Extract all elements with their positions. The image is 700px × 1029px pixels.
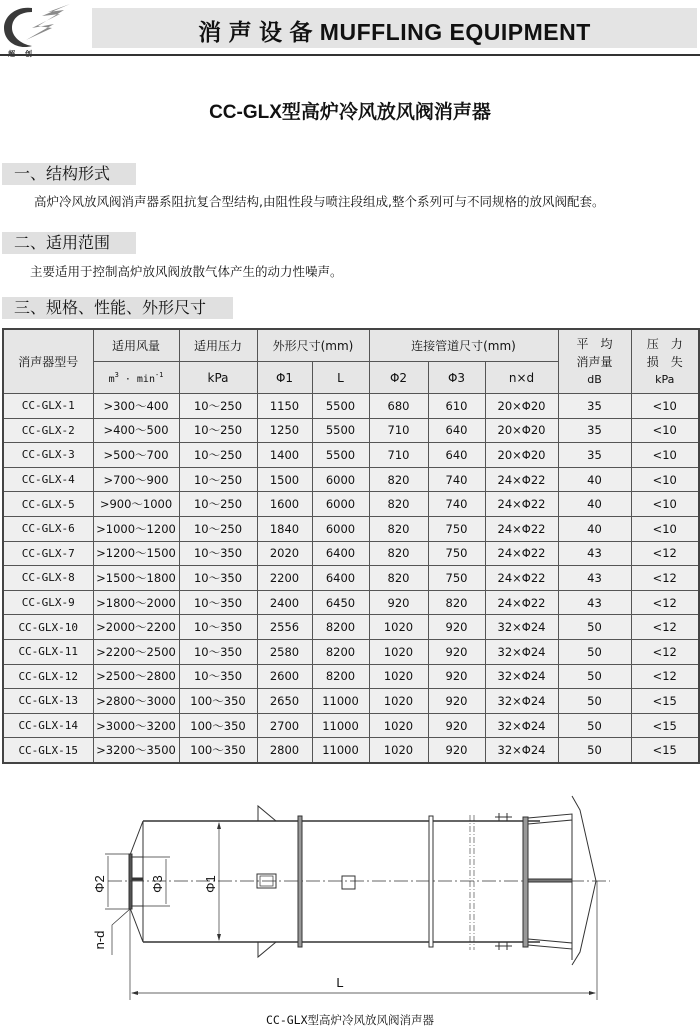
support-bottom-left xyxy=(258,942,276,957)
cell-phi3: 920 xyxy=(428,689,485,714)
cell-pressure: 10～350 xyxy=(179,639,257,664)
cell-L: 11000 xyxy=(312,689,369,714)
cell-phi2: 820 xyxy=(369,492,428,517)
cell-phi1: 2650 xyxy=(257,689,312,714)
cell-nxd: 24×Φ22 xyxy=(485,566,558,591)
cell-phi2: 680 xyxy=(369,394,428,419)
cell-loss: <12 xyxy=(631,639,699,664)
header-phi2: Φ2 xyxy=(369,362,428,394)
header-flow: 适用风量 xyxy=(93,329,179,362)
section-heading-specs: 三、规格、性能、外形尺寸 xyxy=(2,297,233,319)
section-body-scope: 主要适用于控制高炉放风阀放散气体产生的动力性噪声。 xyxy=(30,264,343,279)
label-phi1: Φ1 xyxy=(203,875,218,893)
cell-flow: >400～500 xyxy=(93,418,179,443)
cell-loss: <10 xyxy=(631,467,699,492)
cell-noise: 50 xyxy=(558,738,631,763)
cell-model: CC-GLX-12 xyxy=(3,664,93,689)
header-noise-unit: dB xyxy=(587,372,602,386)
cell-L: 5500 xyxy=(312,443,369,468)
cell-phi1: 1600 xyxy=(257,492,312,517)
cell-flow: >2800～3000 xyxy=(93,689,179,714)
cell-L: 6000 xyxy=(312,516,369,541)
cell-pressure: 10～350 xyxy=(179,541,257,566)
cell-phi3: 920 xyxy=(428,615,485,640)
flange-ring-1 xyxy=(298,816,302,947)
outlet-center-rib xyxy=(528,879,572,882)
cell-phi3: 640 xyxy=(428,418,485,443)
cell-loss: <10 xyxy=(631,492,699,517)
header-divider xyxy=(0,54,700,56)
cell-noise: 43 xyxy=(558,590,631,615)
cell-L: 6000 xyxy=(312,467,369,492)
cell-noise: 43 xyxy=(558,541,631,566)
cell-pressure: 10～350 xyxy=(179,566,257,591)
cell-phi3: 610 xyxy=(428,394,485,419)
cell-phi2: 920 xyxy=(369,590,428,615)
header-pressure: 适用压力 xyxy=(179,329,257,362)
spec-table-body xyxy=(3,394,699,763)
cell-L: 11000 xyxy=(312,713,369,738)
support-top-left xyxy=(258,806,276,821)
cell-noise: 50 xyxy=(558,689,631,714)
inlet-cone-top xyxy=(130,821,143,855)
table-row xyxy=(3,467,699,492)
cell-phi3: 640 xyxy=(428,443,485,468)
cell-flow: >1200～1500 xyxy=(93,541,179,566)
cell-phi1: 2020 xyxy=(257,541,312,566)
cell-nxd: 32×Φ24 xyxy=(485,664,558,689)
cell-phi3: 750 xyxy=(428,566,485,591)
table-row xyxy=(3,541,699,566)
section-body-structure: 高炉冷风放风阀消声器系阻抗复合型结构,由阻性段与喷注段组成,整个系列可与不同规格的放风阀配套。 xyxy=(34,194,605,209)
cell-flow: >2200～2500 xyxy=(93,639,179,664)
cell-phi1: 1400 xyxy=(257,443,312,468)
cell-pressure: 10～250 xyxy=(179,443,257,468)
cell-noise: 35 xyxy=(558,443,631,468)
cell-model: CC-GLX-3 xyxy=(3,443,93,468)
cell-model: CC-GLX-10 xyxy=(3,615,93,640)
header-phi3: Φ3 xyxy=(428,362,485,394)
lug-bottom xyxy=(493,942,514,950)
cell-phi1: 2200 xyxy=(257,566,312,591)
cell-phi3: 920 xyxy=(428,738,485,763)
cell-phi2: 1020 xyxy=(369,689,428,714)
cell-nxd: 24×Φ22 xyxy=(485,516,558,541)
label-L: L xyxy=(336,975,344,990)
cell-loss: <10 xyxy=(631,516,699,541)
outlet-bottom-vane xyxy=(528,939,572,949)
cell-flow: >300～400 xyxy=(93,394,179,419)
cell-flow: >1800～2000 xyxy=(93,590,179,615)
cell-model: CC-GLX-1 xyxy=(3,394,93,419)
drawing-caption: CC-GLX型高炉冷风放风阀消声器 xyxy=(265,1013,435,1027)
table-row xyxy=(3,492,699,517)
header-loss-line2: 损 失 xyxy=(646,354,683,369)
cell-nxd: 20×Φ20 xyxy=(485,394,558,419)
cell-pressure: 10～250 xyxy=(179,394,257,419)
cell-phi2: 1020 xyxy=(369,713,428,738)
cell-phi1: 2600 xyxy=(257,664,312,689)
section-heading-structure: 一、结构形式 xyxy=(2,163,136,185)
cell-noise: 40 xyxy=(558,516,631,541)
cell-L: 5500 xyxy=(312,418,369,443)
cell-flow: >2500～2800 xyxy=(93,664,179,689)
inlet-cone-bottom xyxy=(130,908,143,942)
cell-nxd: 24×Φ22 xyxy=(485,492,558,517)
flow-unit-sup1: 3 xyxy=(114,370,119,379)
cell-phi3: 740 xyxy=(428,467,485,492)
header-pressure-unit: kPa xyxy=(179,362,257,394)
cell-phi2: 1020 xyxy=(369,639,428,664)
cell-L: 8200 xyxy=(312,639,369,664)
cell-phi2: 710 xyxy=(369,443,428,468)
cell-L: 8200 xyxy=(312,664,369,689)
cell-pressure: 10～250 xyxy=(179,467,257,492)
cell-L: 6450 xyxy=(312,590,369,615)
cell-phi1: 2800 xyxy=(257,738,312,763)
cell-flow: >1500～1800 xyxy=(93,566,179,591)
cell-L: 6000 xyxy=(312,492,369,517)
cell-nxd: 20×Φ20 xyxy=(485,418,558,443)
cell-noise: 35 xyxy=(558,418,631,443)
muffler-drawing xyxy=(0,785,700,1005)
cell-L: 8200 xyxy=(312,615,369,640)
cell-noise: 50 xyxy=(558,615,631,640)
nd-leader-line xyxy=(112,909,130,955)
header-loss-unit: kPa xyxy=(655,372,675,386)
cell-noise: 40 xyxy=(558,467,631,492)
cell-phi3: 740 xyxy=(428,492,485,517)
cell-phi3: 750 xyxy=(428,516,485,541)
cell-phi1: 2556 xyxy=(257,615,312,640)
cell-nxd: 32×Φ24 xyxy=(485,738,558,763)
cell-phi2: 820 xyxy=(369,467,428,492)
cell-loss: <15 xyxy=(631,738,699,763)
cell-phi3: 820 xyxy=(428,590,485,615)
cell-pressure: 10～250 xyxy=(179,418,257,443)
cell-phi1: 1500 xyxy=(257,467,312,492)
cell-pressure: 100～350 xyxy=(179,689,257,714)
cell-phi2: 1020 xyxy=(369,664,428,689)
header-pipe-dims: 连接管道尺寸(mm) xyxy=(369,329,558,362)
cell-nxd: 24×Φ22 xyxy=(485,467,558,492)
cell-nxd: 20×Φ20 xyxy=(485,443,558,468)
cell-phi1: 1840 xyxy=(257,516,312,541)
cell-pressure: 10～350 xyxy=(179,615,257,640)
cell-phi3: 920 xyxy=(428,664,485,689)
page-title: CC-GLX型高炉冷风放风阀消声器 xyxy=(209,102,491,123)
cell-model: CC-GLX-15 xyxy=(3,738,93,763)
header-noise-reduction xyxy=(558,329,631,394)
cell-L: 6400 xyxy=(312,541,369,566)
table-row xyxy=(3,516,699,541)
cell-noise: 43 xyxy=(558,566,631,591)
cell-phi1: 1150 xyxy=(257,394,312,419)
cell-loss: <10 xyxy=(631,418,699,443)
cell-loss: <10 xyxy=(631,394,699,419)
cell-model: CC-GLX-2 xyxy=(3,418,93,443)
cell-model: CC-GLX-8 xyxy=(3,566,93,591)
table-row xyxy=(3,418,699,443)
cell-phi2: 820 xyxy=(369,516,428,541)
cell-noise: 50 xyxy=(558,639,631,664)
cell-loss: <10 xyxy=(631,443,699,468)
header-flow-unit xyxy=(93,362,179,394)
cell-flow: >900～1000 xyxy=(93,492,179,517)
flow-unit-mid: · min xyxy=(118,373,155,385)
label-phi3: Φ3 xyxy=(150,875,165,893)
header-noise-line2: 消声量 xyxy=(576,354,613,369)
table-row xyxy=(3,689,699,714)
table-row xyxy=(3,639,699,664)
outlet-top-vane xyxy=(528,814,572,824)
cell-flow: >1000～1200 xyxy=(93,516,179,541)
cell-loss: <12 xyxy=(631,590,699,615)
table-row xyxy=(3,566,699,591)
label-phi2: Φ2 xyxy=(92,875,107,893)
table-row xyxy=(3,394,699,419)
cell-model: CC-GLX-4 xyxy=(3,467,93,492)
cell-pressure: 10～250 xyxy=(179,516,257,541)
cell-nxd: 32×Φ24 xyxy=(485,713,558,738)
header-banner xyxy=(92,8,697,48)
cell-phi1: 2700 xyxy=(257,713,312,738)
cell-nxd: 32×Φ24 xyxy=(485,639,558,664)
cell-pressure: 100～350 xyxy=(179,713,257,738)
header-loss-line1: 压 力 xyxy=(646,336,683,351)
cell-loss: <12 xyxy=(631,615,699,640)
cell-phi1: 2580 xyxy=(257,639,312,664)
cell-pressure: 100～350 xyxy=(179,738,257,763)
cell-flow: >3200～3500 xyxy=(93,738,179,763)
table-row xyxy=(3,713,699,738)
cell-loss: <12 xyxy=(631,566,699,591)
cell-model: CC-GLX-9 xyxy=(3,590,93,615)
cell-phi3: 920 xyxy=(428,713,485,738)
header-outer-dims: 外形尺寸(mm) xyxy=(257,329,369,362)
cell-noise: 50 xyxy=(558,713,631,738)
flow-unit-base: m xyxy=(108,373,115,385)
header-model: 消声器型号 xyxy=(3,329,93,394)
header-L: L xyxy=(312,362,369,394)
cell-flow: >2000～2200 xyxy=(93,615,179,640)
spec-table xyxy=(2,328,700,764)
cell-noise: 35 xyxy=(558,394,631,419)
cell-phi2: 710 xyxy=(369,418,428,443)
lug-top xyxy=(493,813,514,821)
cell-nxd: 24×Φ22 xyxy=(485,590,558,615)
cell-pressure: 10～350 xyxy=(179,664,257,689)
flange-ring-2 xyxy=(429,816,433,947)
company-logo xyxy=(2,2,72,60)
cell-phi3: 920 xyxy=(428,639,485,664)
cell-loss: <15 xyxy=(631,689,699,714)
cell-phi2: 1020 xyxy=(369,738,428,763)
cell-model: CC-GLX-14 xyxy=(3,713,93,738)
cell-model: CC-GLX-5 xyxy=(3,492,93,517)
cell-L: 6400 xyxy=(312,566,369,591)
outlet-cap xyxy=(572,796,596,965)
cell-phi2: 820 xyxy=(369,541,428,566)
cell-phi1: 2400 xyxy=(257,590,312,615)
inlet-flange xyxy=(129,854,132,909)
cell-loss: <12 xyxy=(631,664,699,689)
table-row xyxy=(3,615,699,640)
table-row xyxy=(3,664,699,689)
cell-pressure: 10～350 xyxy=(179,590,257,615)
cell-loss: <15 xyxy=(631,713,699,738)
cell-flow: >700～900 xyxy=(93,467,179,492)
header-nxd: n×d xyxy=(485,362,558,394)
cell-nxd: 32×Φ24 xyxy=(485,689,558,714)
table-row xyxy=(3,590,699,615)
header-pressure-loss xyxy=(631,329,699,394)
cell-phi2: 1020 xyxy=(369,615,428,640)
label-nd: n-d xyxy=(92,930,107,950)
cell-L: 11000 xyxy=(312,738,369,763)
header-noise-line1: 平 均 xyxy=(576,336,613,351)
cell-nxd: 32×Φ24 xyxy=(485,615,558,640)
table-row xyxy=(3,738,699,763)
flow-unit-sup2: -1 xyxy=(154,370,164,379)
cell-nxd: 24×Φ22 xyxy=(485,541,558,566)
header-phi1: Φ1 xyxy=(257,362,312,394)
cell-noise: 50 xyxy=(558,664,631,689)
logo-emblem-icon xyxy=(2,2,72,52)
cell-noise: 40 xyxy=(558,492,631,517)
cell-loss: <12 xyxy=(631,541,699,566)
cell-flow: >3000～3200 xyxy=(93,713,179,738)
cell-phi3: 750 xyxy=(428,541,485,566)
cell-phi2: 820 xyxy=(369,566,428,591)
table-row xyxy=(3,443,699,468)
inspection-window xyxy=(342,876,355,889)
cell-model: CC-GLX-13 xyxy=(3,689,93,714)
cell-model: CC-GLX-11 xyxy=(3,639,93,664)
cell-pressure: 10～250 xyxy=(179,492,257,517)
cell-L: 5500 xyxy=(312,394,369,419)
banner-title: 消 声 设 备 MUFFLING EQUIPMENT xyxy=(198,19,591,45)
cell-flow: >500～700 xyxy=(93,443,179,468)
section-heading-scope: 二、适用范围 xyxy=(2,232,136,254)
cell-phi1: 1250 xyxy=(257,418,312,443)
cell-model: CC-GLX-7 xyxy=(3,541,93,566)
cell-model: CC-GLX-6 xyxy=(3,516,93,541)
outlet-flange xyxy=(523,817,528,947)
